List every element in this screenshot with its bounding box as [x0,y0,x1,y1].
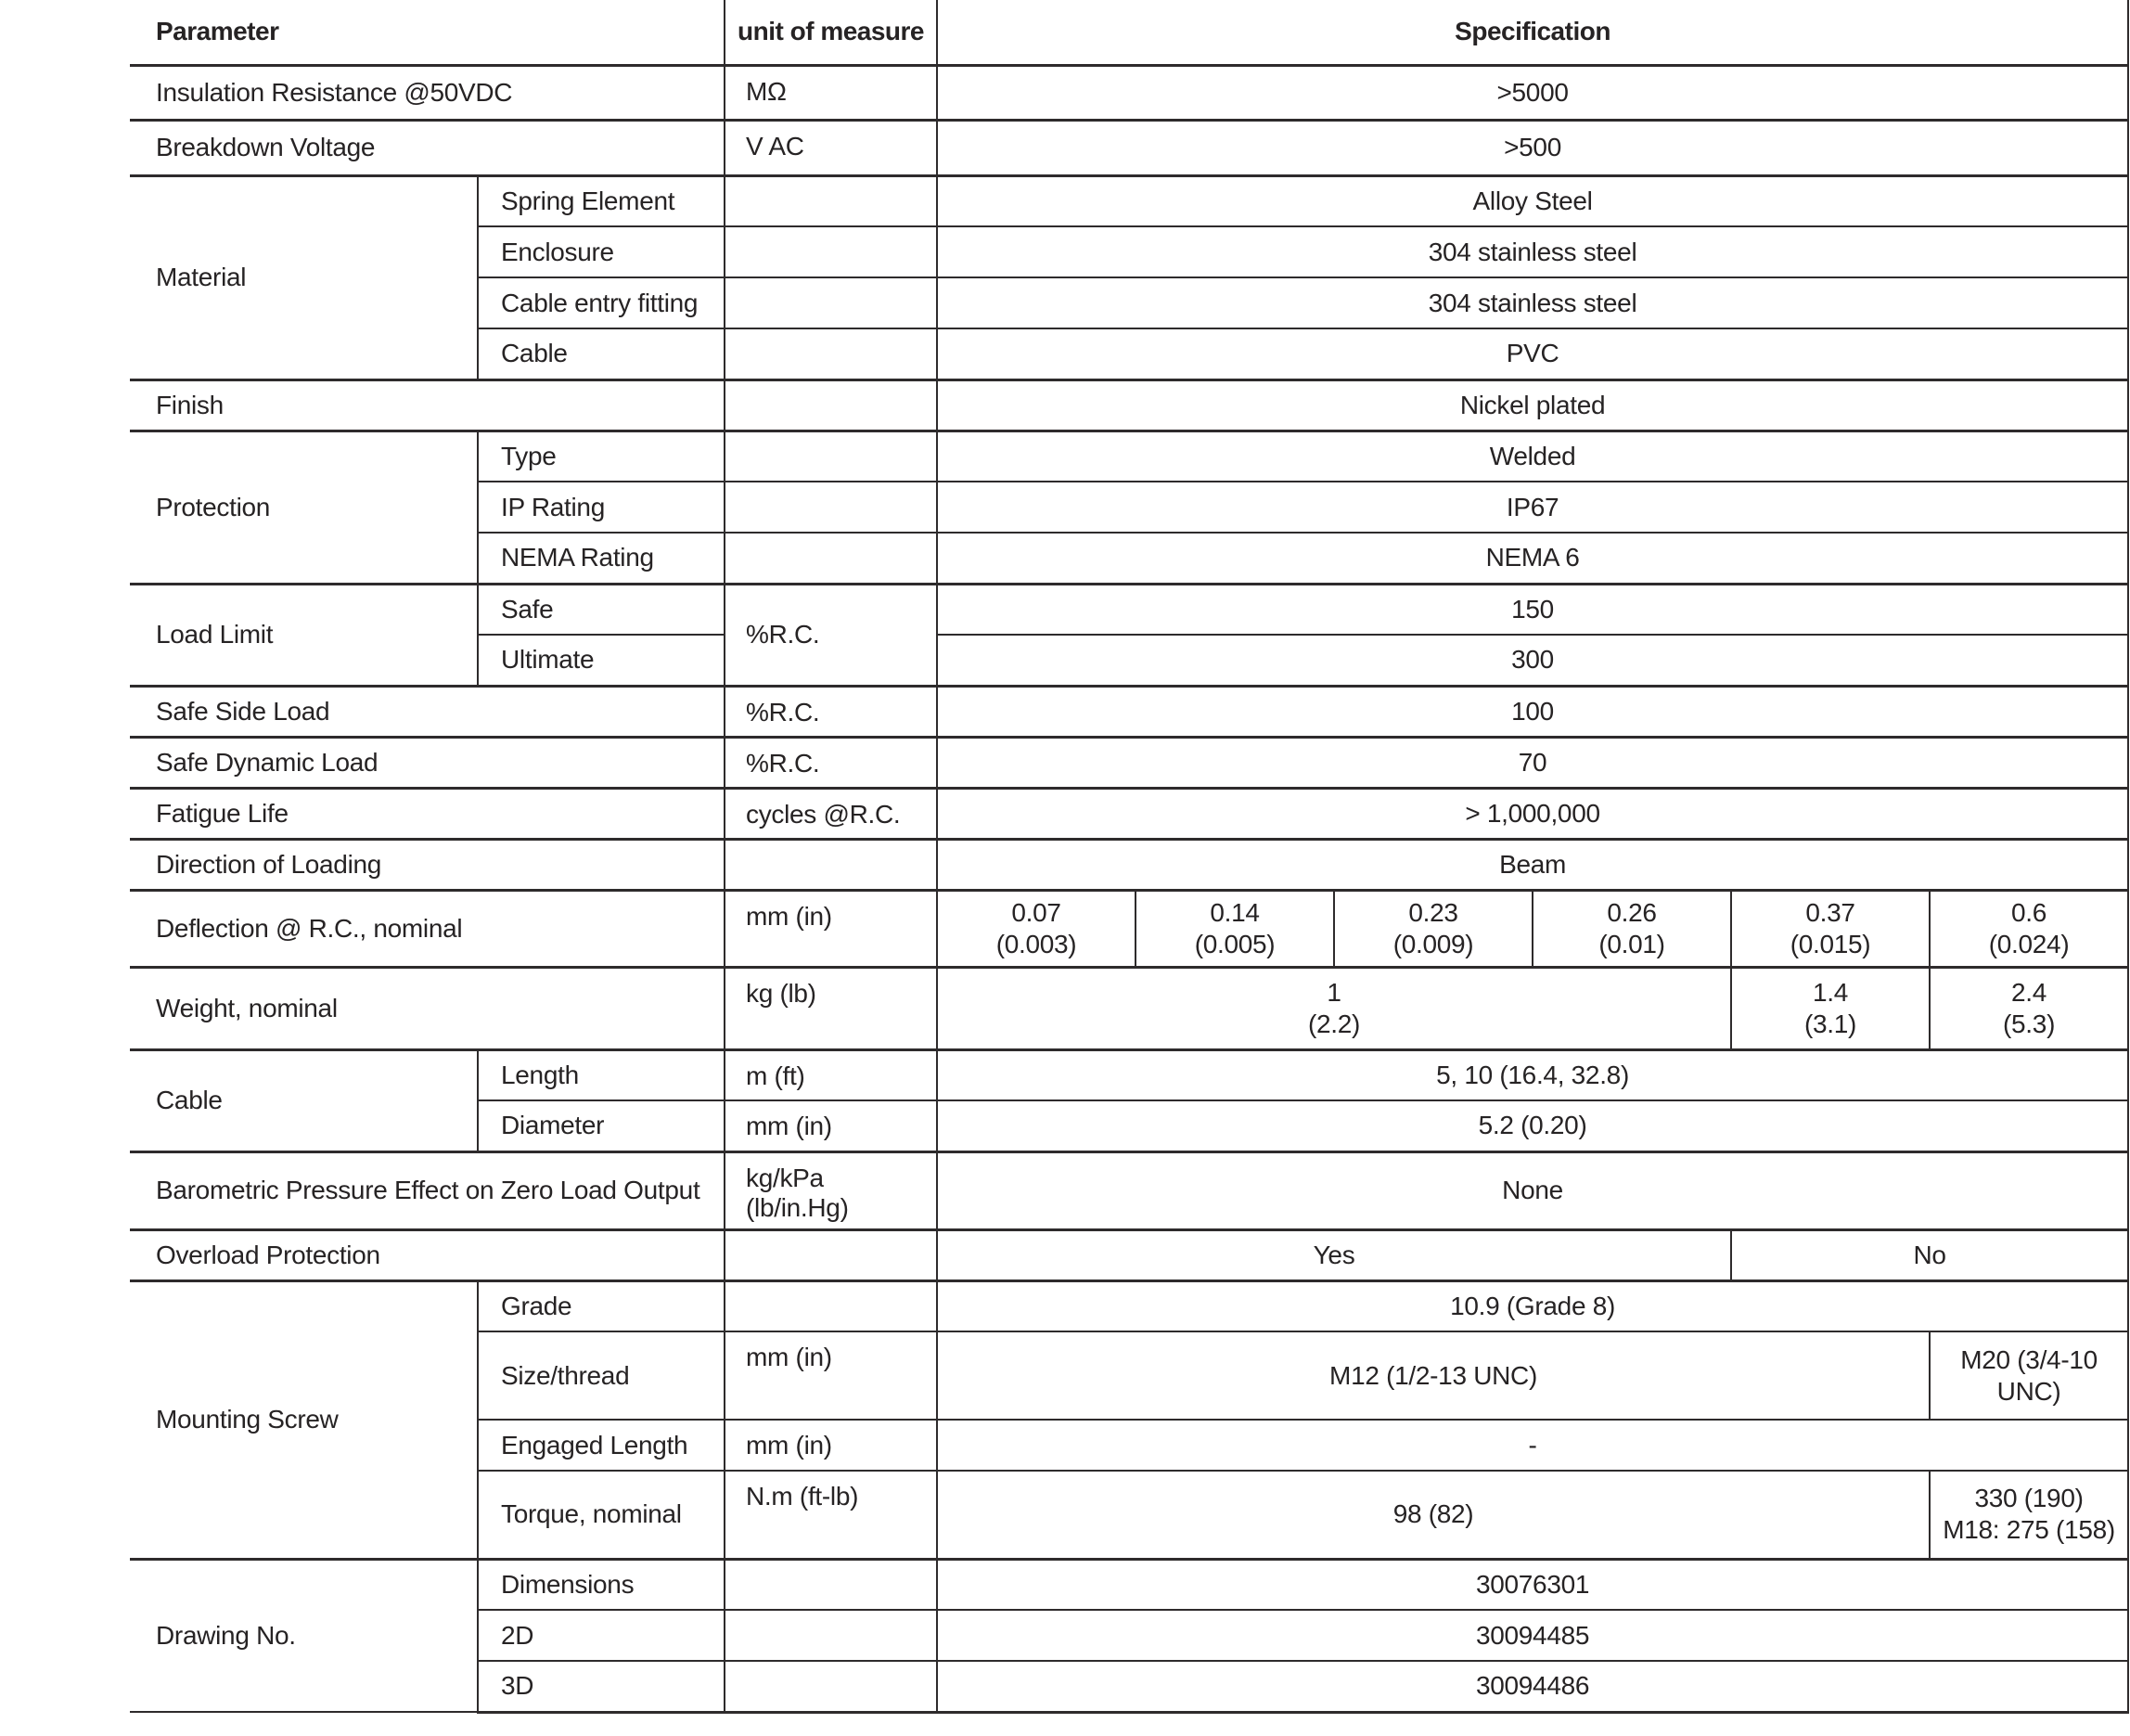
row-weight [130,967,2128,1049]
unit-cable-diameter: mm (in) [725,1100,937,1151]
sub-drawing-3d: 3D [478,1661,725,1712]
spec-mounting-screw-size-m12: M12 (1/2-13 UNC) [937,1331,1930,1420]
sub-material-cable: Cable [478,328,725,379]
unit-protection-type-empty [725,431,937,482]
unit-load-limit: %R.C. [725,584,937,686]
row-deflection [130,890,2128,967]
row-insulation-resistance [130,65,2128,120]
column-header-parameter: Parameter [130,0,725,65]
spec-weight-3: 2.4 (5.3) [1930,967,2128,1049]
spec-protection-ip-rating: IP67 [937,482,2128,533]
unit-mounting-screw-size-thread: mm (in) [725,1331,937,1420]
sub-load-limit-ultimate: Ultimate [478,635,725,686]
unit-safe-side-load: %R.C. [725,686,937,737]
spec-mounting-screw-torque: 98 (82) [937,1471,1930,1559]
unit-protection-nema-rating-empty [725,533,937,584]
unit-material-cable-entry-fitting-empty [725,277,937,328]
sub-cable-diameter: Diameter [478,1100,725,1151]
spec-breakdown-voltage: >500 [937,120,2128,175]
sub-material-enclosure: Enclosure [478,226,725,277]
spec-drawing-dimensions: 30076301 [937,1559,2128,1610]
spec-direction-of-loading: Beam [937,839,2128,890]
param-load-limit: Load Limit [130,584,478,686]
unit-breakdown-voltage: V AC [725,120,937,175]
spec-cable-diameter: 5.2 (0.20) [937,1100,2128,1151]
spec-deflection-2: 0.14 (0.005) [1136,890,1334,967]
param-direction-of-loading: Direction of Loading [130,839,725,890]
spec-load-limit-safe: 150 [937,584,2128,635]
unit-overload-protection-empty [725,1229,937,1280]
unit-mounting-screw-engaged-length: mm (in) [725,1420,937,1471]
unit-mounting-screw-grade-empty [725,1280,937,1331]
param-insulation-resistance: Insulation Resistance @50VDC [130,65,725,120]
unit-drawing-3d-empty [725,1661,937,1712]
unit-weight: kg (lb) [725,967,937,1049]
sub-mounting-screw-grade: Grade [478,1280,725,1331]
unit-deflection: mm (in) [725,890,937,967]
spec-overload-protection-yes: Yes [937,1229,1731,1280]
spec-material-cable: PVC [937,328,2128,379]
sub-drawing-2d: 2D [478,1610,725,1661]
sub-protection-ip-rating: IP Rating [478,482,725,533]
spec-drawing-3d: 30094486 [937,1661,2128,1712]
spec-insulation-resistance: >5000 [937,65,2128,120]
row-mounting-screw-grade [130,1280,2128,1331]
row-direction-of-loading [130,839,2128,890]
unit-safe-dynamic-load: %R.C. [725,737,937,788]
sub-mounting-screw-torque: Torque, nominal [478,1471,725,1559]
spec-barometric-pressure: None [937,1151,2128,1229]
specification-table [130,0,2129,1714]
row-drawing-dimensions [130,1559,2128,1610]
row-material-spring-element [130,175,2128,226]
sub-protection-type: Type [478,431,725,482]
spec-deflection-1: 0.07 (0.003) [937,890,1136,967]
spec-overload-protection-no: No [1731,1229,2128,1280]
sub-protection-nema-rating: NEMA Rating [478,533,725,584]
header-row [130,0,2128,65]
unit-material-cable-empty [725,328,937,379]
spec-deflection-4: 0.26 (0.01) [1533,890,1731,967]
row-safe-side-load [130,686,2128,737]
spec-weight-2: 1.4 (3.1) [1731,967,1930,1049]
param-finish: Finish [130,379,725,431]
row-safe-dynamic-load [130,737,2128,788]
unit-fatigue-life: cycles @R.C. [725,788,937,839]
row-load-limit-safe [130,584,2128,635]
param-overload-protection: Overload Protection [130,1229,725,1280]
spec-finish: Nickel plated [937,379,2128,431]
unit-finish-empty [725,379,937,431]
spec-mounting-screw-grade: 10.9 (Grade 8) [937,1280,2128,1331]
sub-mounting-screw-size-thread: Size/thread [478,1331,725,1420]
spec-safe-dynamic-load: 70 [937,737,2128,788]
param-barometric-pressure: Barometric Pressure Effect on Zero Load Output [130,1151,725,1229]
unit-material-spring-element-empty [725,175,937,226]
spec-deflection-6: 0.6 (0.024) [1930,890,2128,967]
row-finish [130,379,2128,431]
spec-protection-nema-rating: NEMA 6 [937,533,2128,584]
unit-cable-length: m (ft) [725,1049,937,1100]
unit-protection-ip-rating-empty [725,482,937,533]
param-weight: Weight, nominal [130,967,725,1049]
param-mounting-screw: Mounting Screw [130,1280,478,1559]
sub-mounting-screw-engaged-length: Engaged Length [478,1420,725,1471]
spec-weight-1: 1 (2.2) [937,967,1731,1049]
unit-drawing-2d-empty [725,1610,937,1661]
sub-cable-length: Length [478,1049,725,1100]
param-drawing-no: Drawing No. [130,1559,478,1712]
unit-mounting-screw-torque: N.m (ft-lb) [725,1471,937,1559]
spec-cable-length: 5, 10 (16.4, 32.8) [937,1049,2128,1100]
column-header-unit-of-measure: unit of measure [725,0,937,65]
row-overload-protection [130,1229,2128,1280]
spec-drawing-2d: 30094485 [937,1610,2128,1661]
spec-load-limit-ultimate: 300 [937,635,2128,686]
column-header-specification: Specification [937,0,2128,65]
spec-deflection-5: 0.37 (0.015) [1731,890,1930,967]
row-breakdown-voltage [130,120,2128,175]
param-material: Material [130,175,478,379]
spec-mounting-screw-engaged-length: - [937,1420,2128,1471]
param-fatigue-life: Fatigue Life [130,788,725,839]
param-cable: Cable [130,1049,478,1151]
spec-mounting-screw-torque-right: 330 (190) M18: 275 (158) [1930,1471,2128,1559]
sub-load-limit-safe: Safe [478,584,725,635]
spec-mounting-screw-size-m20: M20 (3/4-10 UNC) [1930,1331,2128,1420]
param-breakdown-voltage: Breakdown Voltage [130,120,725,175]
spec-fatigue-life: > 1,000,000 [937,788,2128,839]
sub-drawing-dimensions: Dimensions [478,1559,725,1610]
unit-material-enclosure-empty [725,226,937,277]
param-safe-side-load: Safe Side Load [130,686,725,737]
row-cable-length [130,1049,2128,1100]
row-fatigue-life [130,788,2128,839]
param-deflection: Deflection @ R.C., nominal [130,890,725,967]
spec-protection-type: Welded [937,431,2128,482]
sub-material-cable-entry-fitting: Cable entry fitting [478,277,725,328]
spec-material-cable-entry-fitting: 304 stainless steel [937,277,2128,328]
unit-direction-of-loading-empty [725,839,937,890]
spec-safe-side-load: 100 [937,686,2128,737]
spec-deflection-3: 0.23 (0.009) [1334,890,1533,967]
unit-barometric-pressure: kg/kPa (lb/in.Hg) [725,1151,937,1229]
spec-material-spring-element: Alloy Steel [937,175,2128,226]
param-protection: Protection [130,431,478,584]
unit-drawing-dimensions-empty [725,1559,937,1610]
spec-material-enclosure: 304 stainless steel [937,226,2128,277]
row-barometric-pressure [130,1151,2128,1229]
sub-material-spring-element: Spring Element [478,175,725,226]
row-protection-type [130,431,2128,482]
unit-insulation-resistance: MΩ [725,65,937,120]
param-safe-dynamic-load: Safe Dynamic Load [130,737,725,788]
